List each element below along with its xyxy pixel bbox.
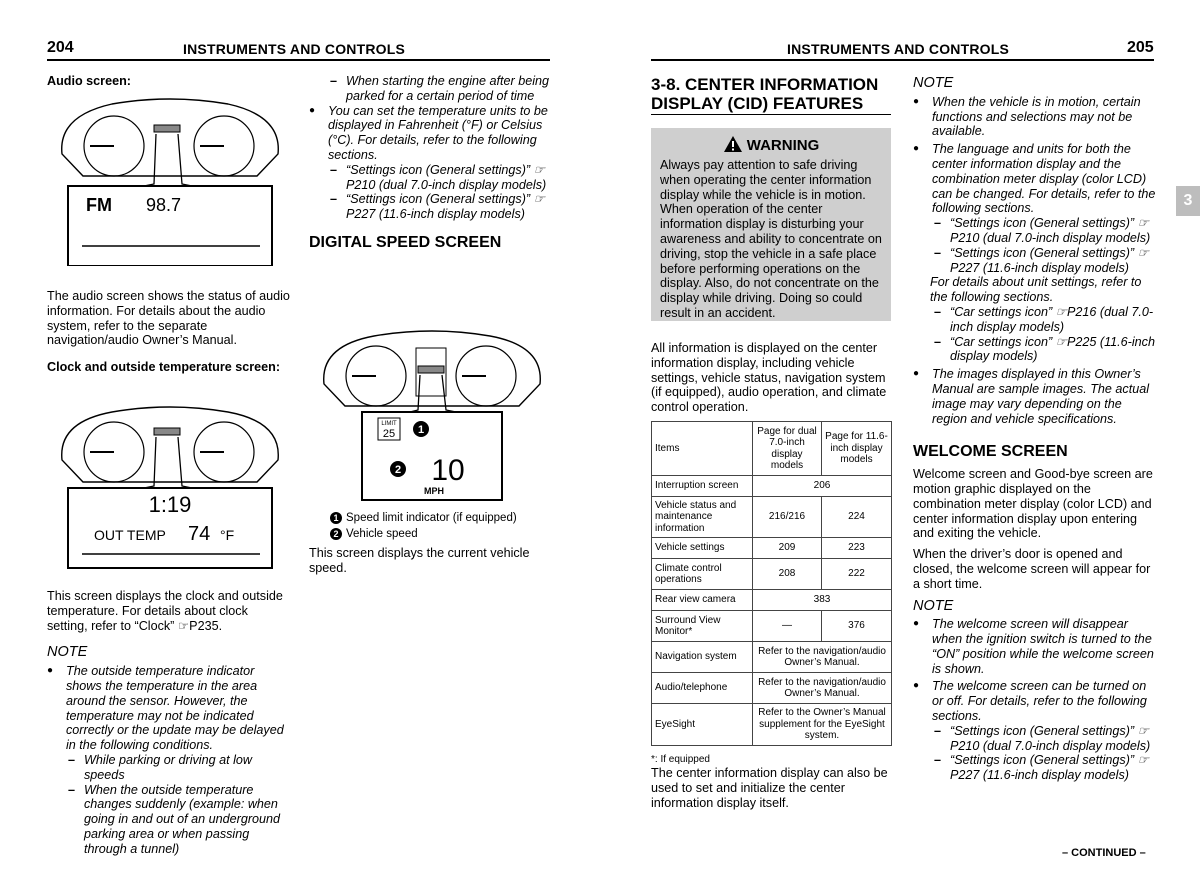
note-bullet: ● The language and units for both the center information display and the combination meter display (color LCD) can be changed. For details, refer to the following sections. <box>913 142 1157 216</box>
welcome-paragraph-1: Welcome screen and Good-bye screen are motion graphic displayed on the combination meter display (color LCD) and center information display upon entering and exiting the vehicle. <box>913 467 1153 541</box>
table-cell-item: Audio/telephone <box>652 673 753 704</box>
welcome-screen-heading: WELCOME SCREEN <box>913 443 1068 461</box>
speed-description-block <box>309 546 552 576</box>
continued-label: – CONTINUED – <box>1062 847 1146 859</box>
note-dash-list <box>47 753 290 857</box>
note-dash-item: – “Car settings icon” ☞P216 (dual 7.0-inch display models) <box>932 305 1157 335</box>
callout-1-number: 1 <box>417 424 425 436</box>
table-row <box>652 611 892 642</box>
note-title: NOTE <box>47 644 88 661</box>
table-footnote: *: If equipped <box>651 754 710 765</box>
note-bullet: ● When the vehicle is in motion, certain functions and selections may not be available. <box>913 95 1157 139</box>
speed-limit-label: LIMIT <box>381 421 397 427</box>
legend-num-1: 1 <box>330 512 342 524</box>
audio-description-block <box>47 289 290 375</box>
section-title: 3-8. CENTER INFORMATION DISPLAY (CID) FEATURES <box>651 75 879 113</box>
pointer-line-left <box>144 134 156 186</box>
table-row <box>652 642 892 673</box>
welcome-paragraph-2: When the driver’s door is opened and closed, the welcome screen will appear for a short time. <box>913 547 1151 591</box>
audio-screen-description: The audio screen shows the status of audio information. For details about the audio system, refer to the separate navigation/audio Owner’s Manual. <box>47 289 290 348</box>
table-cell-page: Refer to the Owner’s Manual supplement for the EyeSight system. <box>753 704 892 746</box>
left-page-number: 204 <box>47 39 74 56</box>
pointer-line-right <box>178 134 192 186</box>
right-page-number: 205 <box>1127 39 1154 56</box>
right-running-header: INSTRUMENTS AND CONTROLS <box>787 41 1010 57</box>
outside-temp-unit: °F <box>220 527 235 543</box>
table-cell-page: 206 <box>753 476 892 497</box>
clock-screen-heading: Clock and outside temperature screen: <box>47 360 281 375</box>
note-dash-item: – “Settings icon (General settings)” ☞P227 (11.6-inch display models) <box>932 753 1157 783</box>
lcd-pointer-marker <box>154 428 180 435</box>
warning-title: WARNING <box>746 137 820 154</box>
lcd-pointer-marker <box>418 366 444 373</box>
cid-page-reference-table <box>651 421 892 746</box>
note-dash-item: – When starting the engine after being parked for a certain period of time <box>328 74 552 104</box>
table-row <box>652 590 892 611</box>
note-bullet: ● The images displayed in this Owner’s Manual are sample images. The actual image may vary depending on the region and vehicle specifications. <box>913 367 1157 426</box>
clock-description-block <box>47 589 290 857</box>
table-cell-item: Vehicle settings <box>652 538 753 559</box>
table-cell-page: 222 <box>822 559 892 590</box>
table-cell-item: Climate control operations <box>652 559 753 590</box>
audio-band-label: FM <box>86 195 112 215</box>
table-header-cell: Page for dual 7.0-inch display models <box>753 422 822 476</box>
legend-item-2 <box>330 526 560 542</box>
note-dash-item: – “Settings icon (General settings)” ☞P210 (dual 7.0-inch display models) <box>932 216 1157 246</box>
after-table-text: The center information display can also be used to set and initialize the center information display itself. <box>651 766 888 810</box>
table-cell-page: 216/216 <box>753 497 822 538</box>
table-row <box>652 497 892 538</box>
legend-num-2: 2 <box>330 528 342 540</box>
table-row <box>652 538 892 559</box>
meter-housing-outline <box>62 407 279 482</box>
warning-box <box>651 128 891 321</box>
table-cell-page: Refer to the navigation/audio Owner’s Manual. <box>753 673 892 704</box>
note-dash-item: – While parking or driving at low speeds <box>66 753 290 783</box>
warning-text: Always pay attention to safe driving when operating the center information display while the vehicle is in motion. When operation of the center information display is disturbing your awareness and ability to concentrate on driving, stop the vehicle in a safe place before performing operations on the display. Also, do not concentrate on the display while driving. Doing so could result in an accident. <box>660 158 882 320</box>
note-dash-item: – “Car settings icon” ☞P225 (11.6-inch display models) <box>932 335 1157 365</box>
speed-limit-value: 25 <box>382 428 396 440</box>
table-row <box>652 704 892 746</box>
table-cell-page: 223 <box>822 538 892 559</box>
cid-intro-text: All information is displayed on the center information display, including vehicle settings, vehicle status, navigation system (if equipped), audio operation, and climate control operation. <box>651 341 887 415</box>
pointer-line-left <box>144 437 156 488</box>
callout-2-number: 2 <box>394 464 402 476</box>
audio-screen-heading: Audio screen: <box>47 74 131 88</box>
speed-screen-description: This screen displays the current vehicle speed. <box>309 546 530 575</box>
units-dash-list <box>309 163 552 222</box>
table-cell-page: — <box>753 611 822 642</box>
table-cell-item: Interruption screen <box>652 476 753 497</box>
table-cell-item: EyeSight <box>652 704 753 746</box>
table-row <box>652 559 892 590</box>
table-cell-page: 376 <box>822 611 892 642</box>
table-header-cell: Items <box>652 422 753 476</box>
table-cell-item: Surround View Monitor* <box>652 611 753 642</box>
left-column-2 <box>309 74 552 251</box>
outside-temp-label: OUT TEMP <box>94 527 166 543</box>
table-header-cell: Page for 11.6-inch display models <box>822 422 892 476</box>
unit-settings-text: For details about unit settings, refer to the following sections. <box>930 275 1142 305</box>
note-dash-item: – “Settings icon (General settings)” ☞P227 (11.6-inch display models) <box>932 246 1157 276</box>
note-title: NOTE <box>913 597 954 614</box>
note-dash-list <box>913 216 1157 275</box>
table-cell-page: 209 <box>753 538 822 559</box>
table-cell-item: Rear view camera <box>652 590 753 611</box>
digital-speed-heading: DIGITAL SPEED SCREEN <box>309 233 502 251</box>
note-bullet: ● The outside temperature indicator shows the temperature in the area around the sensor. However, the temperature may not be indicated correctly or the update may be delayed in the following conditions. <box>47 664 290 753</box>
table-cell-page: Refer to the navigation/audio Owner’s Manual. <box>753 642 892 673</box>
table-cell-page: 208 <box>753 559 822 590</box>
meter-housing-outline <box>62 99 279 176</box>
chapter-tab: 3 <box>1176 186 1200 216</box>
lcd-pointer-marker <box>154 125 180 132</box>
note-dash-list <box>913 724 1157 783</box>
audio-frequency: 98.7 <box>146 195 182 215</box>
table-header-row <box>652 422 892 476</box>
vehicle-speed-value: 10 <box>431 454 465 487</box>
units-bullet: ● You can set the temperature units to be displayed in Fahrenheit (°F) or Celsius (°C). For details, refer to the following sections. <box>309 104 552 163</box>
warning-triangle-icon <box>723 135 743 153</box>
table-cell-page: 383 <box>753 590 892 611</box>
units-dash-item: – “Settings icon (General settings)” ☞P210 (dual 7.0-inch display models) <box>328 163 552 193</box>
note-dash-item: – When the outside temperature changes suddenly (example: when going in and out of an underground parking area or when passing through a tunnel) <box>66 783 290 857</box>
speed-figure-legend <box>330 510 560 542</box>
table-row <box>652 476 892 497</box>
units-dash-item: – “Settings icon (General settings)” ☞P227 (11.6-inch display models) <box>328 192 552 222</box>
note-bullet: ● The welcome screen can be turned on or off. For details, refer to the following sections. <box>913 679 1157 723</box>
note-dash-list <box>913 305 1157 364</box>
note-title: NOTE <box>913 75 954 91</box>
warning-header <box>651 135 891 154</box>
left-column-1 <box>47 74 290 89</box>
clock-screen-description: This screen displays the clock and outside temperature. For details about clock setting, refer to “Clock” ☞P235. <box>47 589 283 633</box>
clock-time: 1:19 <box>148 492 192 517</box>
audio-screen-figure <box>52 96 288 266</box>
legend-text-1: Speed limit indicator (if equipped) <box>346 512 517 524</box>
right-column-2 <box>913 76 1157 783</box>
left-running-header: INSTRUMENTS AND CONTROLS <box>183 41 406 57</box>
vehicle-speed-unit: MPH <box>424 486 444 496</box>
pointer-line-right <box>178 437 192 488</box>
legend-item-1 <box>330 510 560 526</box>
legend-text-2: Vehicle speed <box>346 528 418 540</box>
section-title-rule <box>651 114 891 115</box>
table-row <box>652 673 892 704</box>
digital-speed-figure <box>314 330 550 502</box>
note-dash-item: – “Settings icon (General settings)” ☞P210 (dual 7.0-inch display models) <box>932 724 1157 754</box>
note-bullet: ● The welcome screen will disappear when the ignition switch is turned to the “ON” position while the welcome screen is shown. <box>913 617 1157 676</box>
left-header-rule <box>47 59 550 61</box>
outside-temp-value: 74 <box>188 523 211 545</box>
table-cell-page: 224 <box>822 497 892 538</box>
clock-temperature-figure <box>52 404 288 570</box>
note-dash-list-cont <box>309 74 552 104</box>
right-header-rule <box>651 59 1154 61</box>
table-cell-item: Vehicle status and maintenance information <box>652 497 753 538</box>
table-cell-item: Navigation system <box>652 642 753 673</box>
